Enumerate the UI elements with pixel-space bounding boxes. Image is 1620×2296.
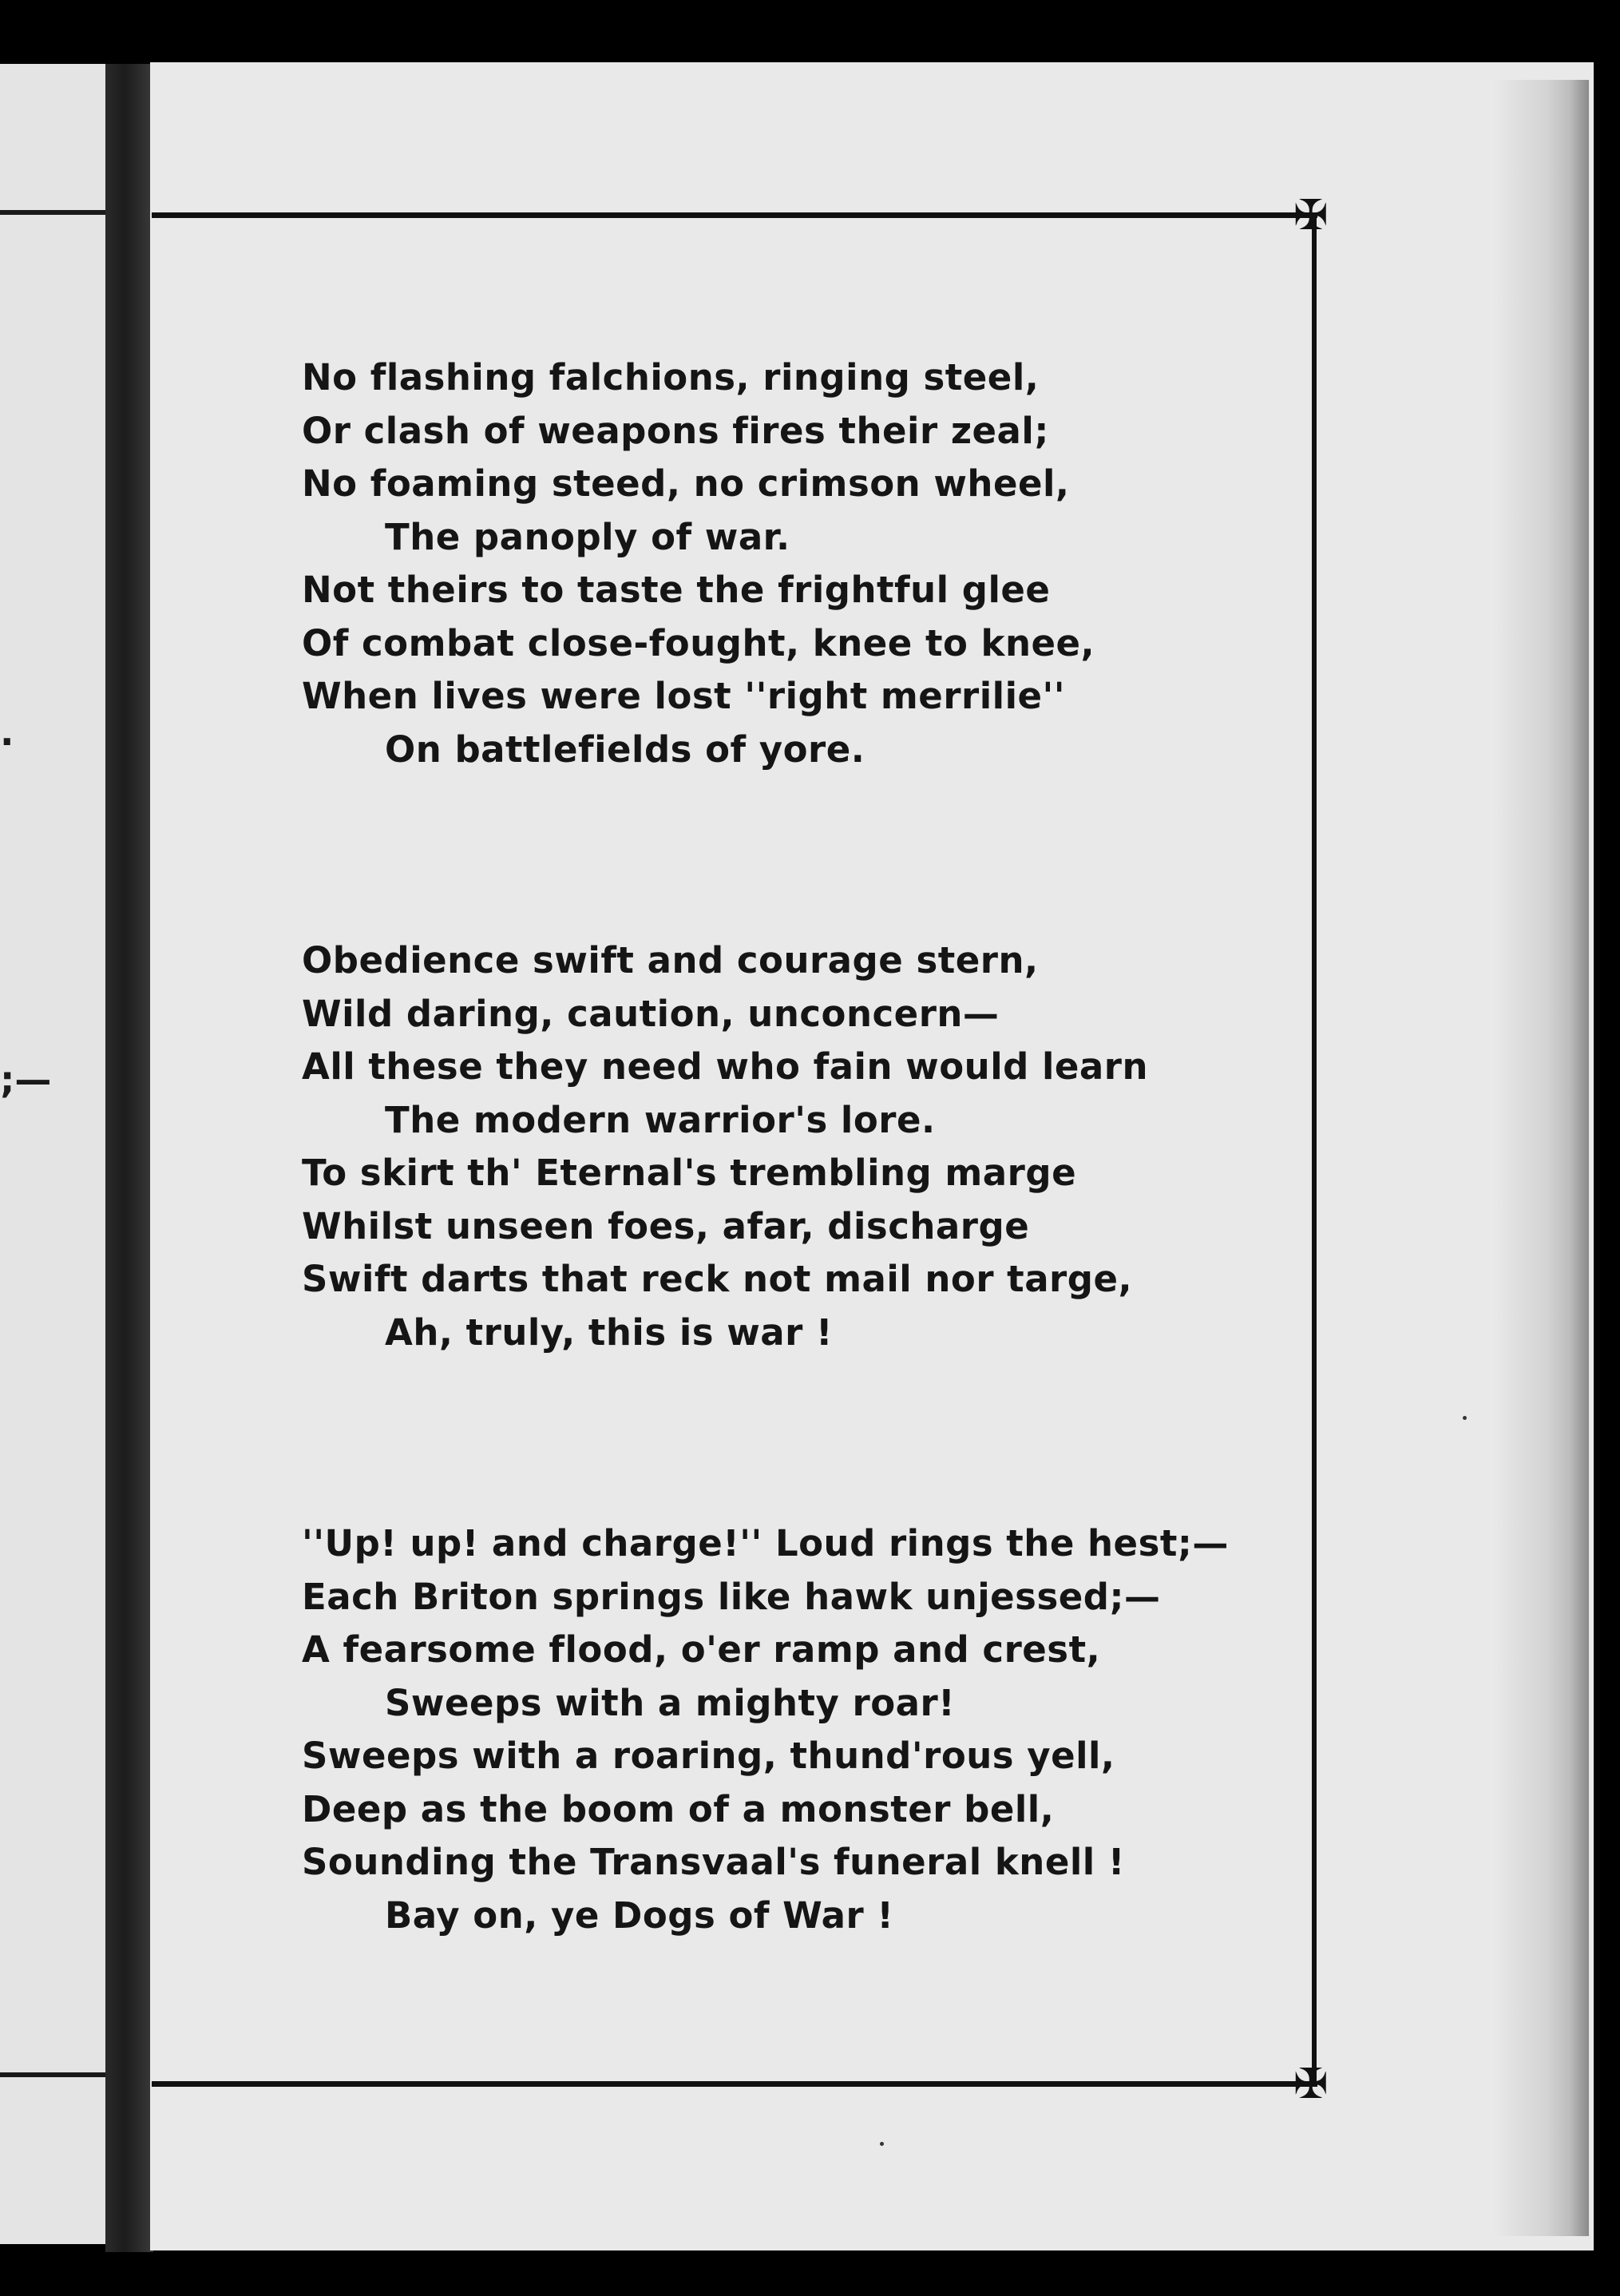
poem-line: Sounding the Transvaal's funeral knell !	[302, 1841, 1125, 1883]
frame-top-rule	[152, 212, 1317, 218]
poem-line: Of combat close-fought, knee to knee,	[302, 621, 1095, 664]
poem-stanza-3	[302, 1517, 1340, 1942]
poem-line: Deep as the boom of a monster bell,	[302, 1787, 1055, 1830]
frame-bottom-rule	[152, 2081, 1317, 2087]
binding-gutter	[105, 64, 153, 2252]
poem-line: No foaming steed, no crimson wheel,	[302, 462, 1070, 505]
poem-line: Not theirs to taste the frightful glee	[302, 569, 1051, 611]
poem-stanza-2	[302, 934, 1340, 1359]
poem-line: To skirt th' Eternal's trembling marge	[302, 1152, 1077, 1194]
poem-line: A fearsome flood, o'er ramp and crest,	[302, 1628, 1101, 1671]
poem-line: Swift darts that reck not mail nor targe,	[302, 1258, 1133, 1300]
poem-stanza-1	[302, 351, 1340, 776]
poem-line: Or clash of weapons fires their zeal;	[302, 409, 1049, 452]
left-page-top-rule	[0, 210, 108, 215]
poem-line: Wild daring, caution, unconcern—	[302, 992, 1000, 1035]
poem-line: On battlefields of yore.	[385, 728, 865, 771]
frame-bottom-right-ornament: ✠	[1293, 2060, 1329, 2108]
poem-line: Obedience swift and courage stern,	[302, 939, 1039, 981]
left-page-mark-period: .	[0, 711, 14, 754]
poem-line: Sweeps with a mighty roar!	[385, 1681, 956, 1724]
left-page-fragment	[0, 64, 108, 2244]
page-edge-shading	[1493, 80, 1589, 2236]
left-page-mark-semicolon-dash: ;—	[0, 1058, 52, 1101]
poem-line: Each Briton springs like hawk unjessed;—	[302, 1575, 1161, 1618]
poem-line: Sweeps with a roaring, thund'rous yell,	[302, 1735, 1115, 1777]
frame-top-right-ornament: ✠	[1293, 192, 1329, 240]
poem-line: All these they need who fain would learn	[302, 1045, 1149, 1088]
poem-line: No flashing falchions, ringing steel,	[302, 356, 1040, 399]
poem-line: Whilst unseen foes, afar, discharge	[302, 1204, 1030, 1247]
poem-line: The panoply of war.	[385, 515, 790, 558]
poem-line: Bay on, ye Dogs of War !	[385, 1894, 894, 1937]
poem-line: When lives were lost ''right merrilie''	[302, 675, 1066, 717]
poem-line: Ah, truly, this is war !	[385, 1311, 834, 1354]
scan-speck	[1463, 1416, 1467, 1420]
poem-line: ''Up! up! and charge!'' Loud rings the hest;—	[302, 1522, 1229, 1564]
poem-line: The modern warrior's lore.	[385, 1098, 936, 1141]
poem-body	[302, 351, 1340, 1942]
left-page-bottom-rule	[0, 2072, 108, 2077]
scan-speck	[880, 2142, 884, 2146]
